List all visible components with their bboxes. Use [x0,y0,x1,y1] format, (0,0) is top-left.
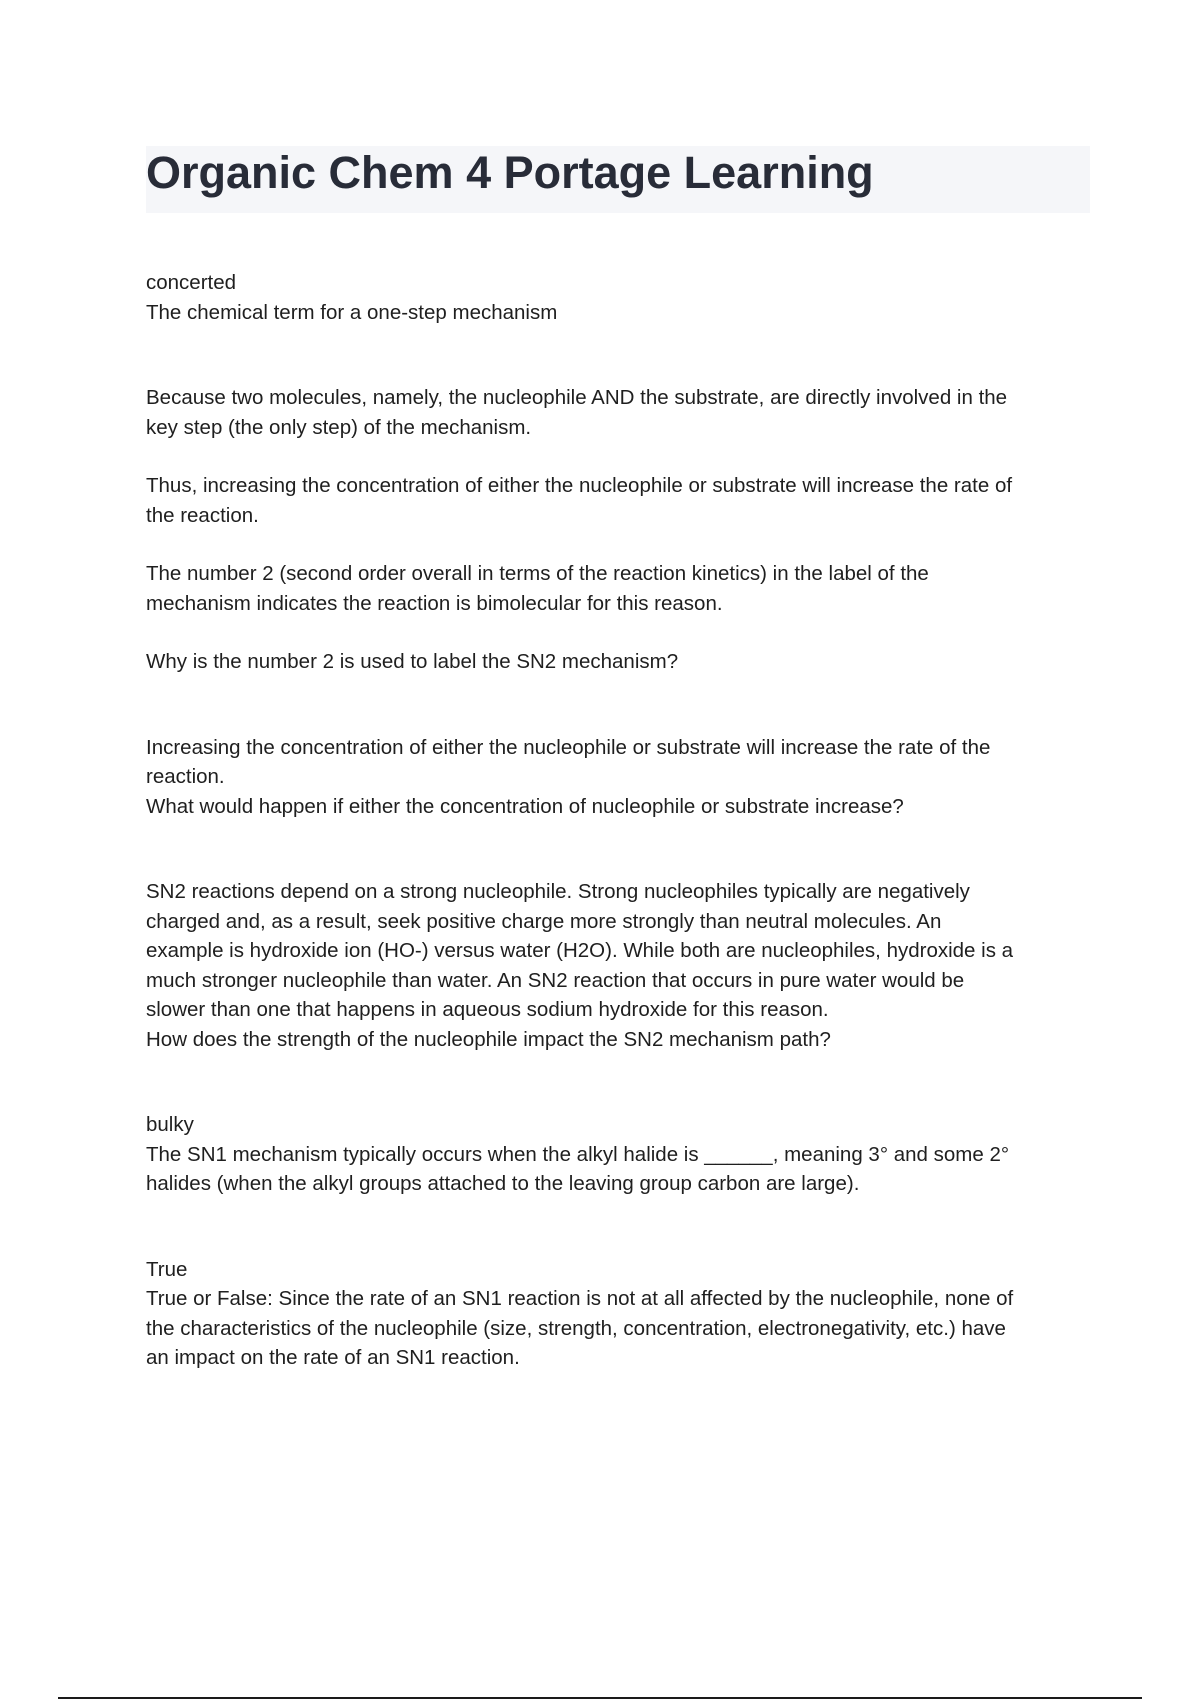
document-title: Organic Chem 4 Portage Learning [146,147,874,198]
answer-paragraph [146,471,1096,530]
flashcard-list [146,268,1096,1373]
flashcard [146,383,1096,677]
flashcard [146,733,1096,822]
answer-line: mechanism indicates the reaction is bimolecular for this reason. [146,591,723,615]
answer-line: SN2 reactions depend on a strong nucleophile. Strong nucleophiles typically are negatively [146,880,970,903]
answer-line: bulky [146,1113,194,1136]
answer-line: much stronger nucleophile than water. An SN2 reaction that occurs in pure water would be [146,968,965,992]
flashcard [146,268,1096,327]
answer-line: the reaction. [146,503,259,527]
page-bottom-rule [58,1697,1142,1699]
answer-line: example is hydroxide ion (HO-) versus water (H2O). While both are nucleophiles, hydroxide is a [146,939,1014,962]
answer-line: charged and, as a result, seek positive charge more strongly than neutral molecules. An [146,909,942,933]
flashcard [146,1110,1096,1199]
answer-line: Increasing the concentration of either the nucleophile or substrate will increase the rate of the [146,735,991,759]
question-line: The SN1 mechanism typically occurs when the alkyl halide is ______, meaning 3° and some 2° [146,1142,1010,1166]
answer-line: The number 2 (second order overall in terms of the reaction kinetics) in the label of the [146,562,929,585]
question-line: What would happen if either the concentration of nucleophile or substrate increase? [146,794,904,818]
question-line: How does the strength of the nucleophile impact the SN2 mechanism path? [146,1027,831,1051]
question-line: The chemical term for a one-step mechanism [146,300,558,324]
flashcard [146,1255,1096,1373]
question-line: the characteristics of the nucleophile (size, strength, concentration, electronegativity, etc.) have [146,1316,1006,1340]
answer-paragraph [146,559,1096,618]
question-line: Why is the number 2 is used to label the SN2 mechanism? [146,650,679,673]
answer-line: reaction. [146,765,225,788]
answer-line: key step (the only step) of the mechanism. [146,415,532,439]
answer-paragraph [146,383,1096,442]
flashcard [146,877,1096,1054]
answer-line: concerted [146,271,237,294]
answer-line: Thus, increasing the concentration of either the nucleophile or substrate will increase the rate of [146,474,1013,497]
answer-line: True [146,1257,188,1281]
question-line: halides (when the alkyl groups attached to the leaving group carbon are large). [146,1172,860,1195]
question-line: True or False: Since the rate of an SN1 reaction is not at all affected by the nucleophile, none of [146,1287,1014,1310]
answer-line: slower than one that happens in aqueous sodium hydroxide for this reason. [146,998,829,1021]
answer-line: Because two molecules, namely, the nucleophile AND the substrate, are directly involved in the [146,386,1008,409]
question-line: an impact on the rate of an SN1 reaction. [146,1346,520,1369]
